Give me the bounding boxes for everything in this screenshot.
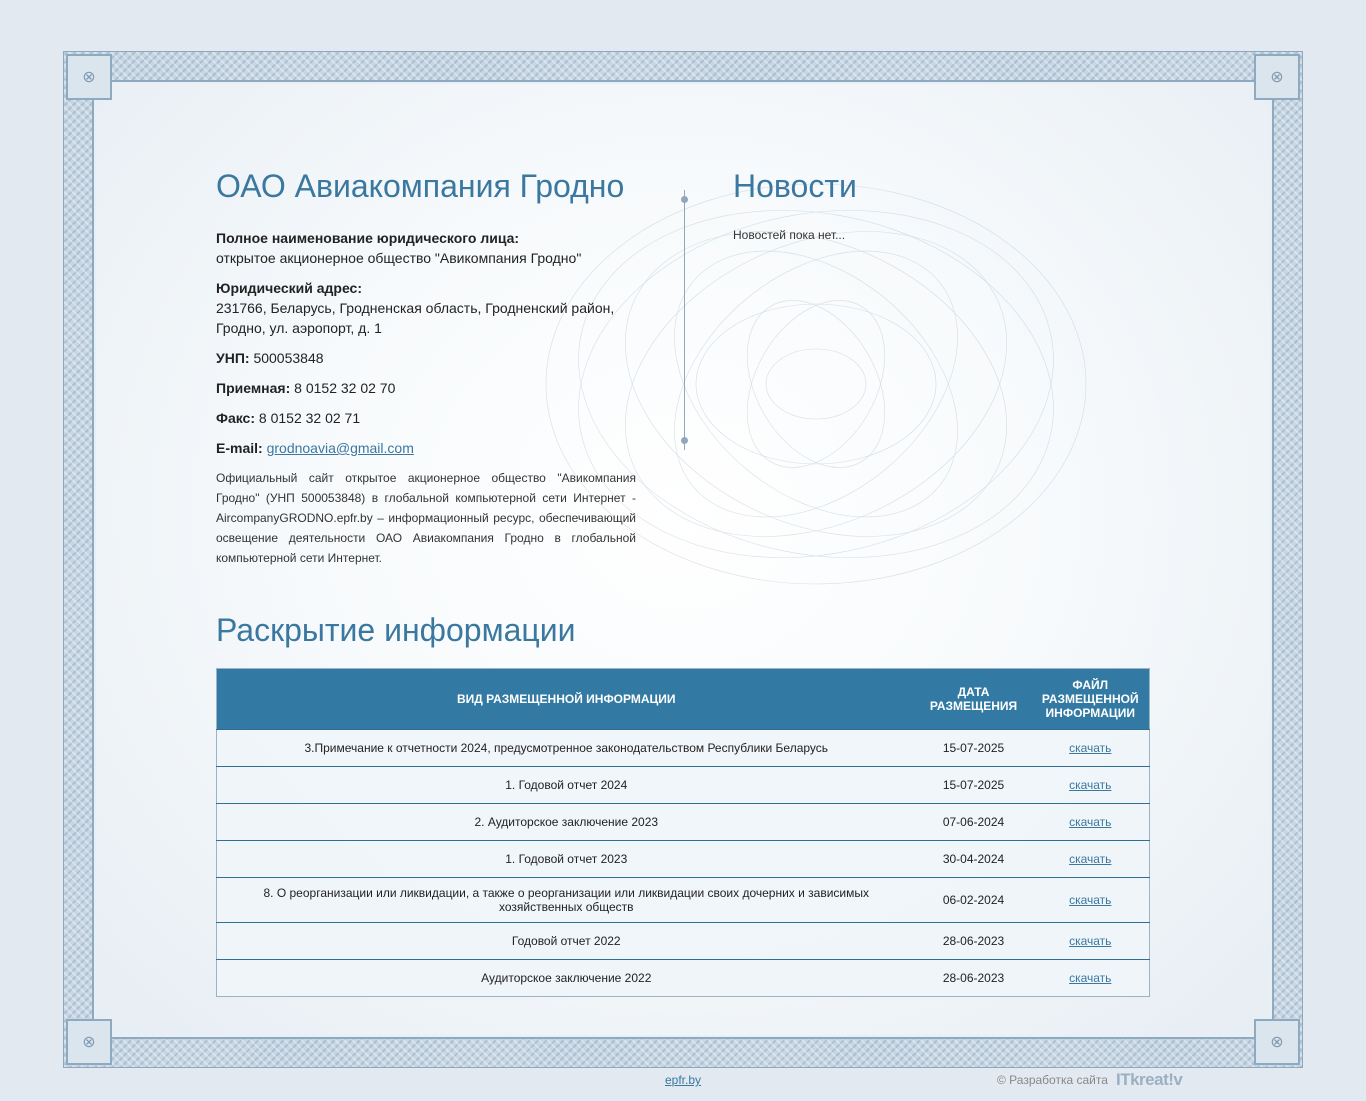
row-type: 3.Примечание к отчетности 2024, предусмотренное законодательством Республики Беларусь xyxy=(217,730,916,767)
row-file-cell xyxy=(1032,960,1150,997)
disclosure-section xyxy=(216,610,1150,997)
company-info xyxy=(216,166,636,568)
site-description: Официальный сайт открытое акционерное общество "Авикомпания Гродно" (УНП 500053848) в глобальной компьютерной сети Интернет - AircompanyGRODNO.epfr.by – информационный ресурс, обеспечивающий освещение деятельности ОАО Авиакомпания Гродно в глобальной компьютерной сети Интернет. xyxy=(216,471,636,565)
row-type: Годовой отчет 2022 xyxy=(217,923,916,960)
epfr-link[interactable]: epfr.by xyxy=(665,1073,702,1087)
disclosure-title: Раскрытие информации xyxy=(216,612,576,648)
row-type: Аудиторское заключение 2022 xyxy=(217,960,916,997)
row-type: 2. Аудиторское заключение 2023 xyxy=(217,804,916,841)
row-date: 30-04-2024 xyxy=(916,841,1032,878)
unp-field xyxy=(216,348,636,368)
email-field xyxy=(216,438,636,458)
row-date: 15-07-2025 xyxy=(916,730,1032,767)
disclosure-table xyxy=(216,668,1150,997)
table-row xyxy=(217,767,1150,804)
row-file-cell xyxy=(1032,923,1150,960)
column-header-date: ДАТА РАЗМЕЩЕНИЯ xyxy=(916,669,1032,730)
row-date: 28-06-2023 xyxy=(916,923,1032,960)
download-link[interactable]: скачать xyxy=(1069,741,1112,755)
row-date: 07-06-2024 xyxy=(916,804,1032,841)
email-label: E-mail: xyxy=(216,440,263,456)
full-name-field xyxy=(216,228,636,268)
table-row xyxy=(217,878,1150,923)
company-title: ОАО Авиакомпания Гродно xyxy=(216,168,625,204)
unp-label: УНП: xyxy=(216,350,250,366)
email-link[interactable]: grodnoavia@gmail.com xyxy=(266,440,414,456)
table-header-row xyxy=(217,669,1150,730)
fax-field xyxy=(216,408,636,428)
unp-value: 500053848 xyxy=(253,350,324,366)
table-row xyxy=(217,841,1150,878)
download-link[interactable]: скачать xyxy=(1069,934,1112,948)
download-link[interactable]: скачать xyxy=(1069,971,1112,985)
reception-label: Приемная: xyxy=(216,380,291,396)
developer-brand-logo[interactable]: ITkreat!v xyxy=(1116,1070,1183,1089)
reception-value: 8 0152 32 02 70 xyxy=(294,380,396,396)
download-link[interactable]: скачать xyxy=(1069,815,1112,829)
row-type: 1. Годовой отчет 2024 xyxy=(217,767,916,804)
row-type: 1. Годовой отчет 2023 xyxy=(217,841,916,878)
row-file-cell xyxy=(1032,878,1150,923)
full-name-value: открытое акционерное общество "Авикомпания Гродно" xyxy=(216,250,582,266)
fax-value: 8 0152 32 02 71 xyxy=(258,410,361,426)
row-type: 8. О реорганизации или ликвидации, а также о реорганизации или ликвидации своих дочерних и зависимых хозяйственных обществ xyxy=(217,878,916,923)
corner-ornament-icon: ⊗ xyxy=(66,1019,112,1065)
footer xyxy=(0,1070,1366,1093)
row-file-cell xyxy=(1032,804,1150,841)
developer-text: © Разработка сайта xyxy=(997,1073,1108,1087)
row-date: 06-02-2024 xyxy=(916,878,1032,923)
row-file-cell xyxy=(1032,841,1150,878)
download-link[interactable]: скачать xyxy=(1069,778,1112,792)
address-label: Юридический адрес: xyxy=(216,280,362,296)
download-link[interactable]: скачать xyxy=(1069,893,1112,907)
address-value: 231766, Беларусь, Гродненская область, Гродненский район, Гродно, ул. аэропорт, д. 1 xyxy=(216,300,615,336)
column-header-type: ВИД РАЗМЕЩЕННОЙ ИНФОРМАЦИИ xyxy=(217,669,916,730)
corner-ornament-icon: ⊗ xyxy=(1254,1019,1300,1065)
row-file-cell xyxy=(1032,730,1150,767)
table-row xyxy=(217,960,1150,997)
corner-ornament-icon: ⊗ xyxy=(1254,54,1300,100)
address-field xyxy=(216,278,636,338)
news-section xyxy=(733,166,1153,242)
full-name-label: Полное наименование юридического лица: xyxy=(216,230,520,246)
column-header-file: ФАЙЛ РАЗМЕЩЕННОЙ ИНФОРМАЦИИ xyxy=(1032,669,1150,730)
news-empty-text: Новостей пока нет... xyxy=(733,228,846,242)
row-date: 28-06-2023 xyxy=(916,960,1032,997)
table-row xyxy=(217,730,1150,767)
table-row xyxy=(217,923,1150,960)
column-divider xyxy=(684,190,685,450)
table-row xyxy=(217,804,1150,841)
row-date: 15-07-2025 xyxy=(916,767,1032,804)
row-file-cell xyxy=(1032,767,1150,804)
reception-field xyxy=(216,378,636,398)
news-title: Новости xyxy=(733,168,857,204)
fax-label: Факс: xyxy=(216,410,256,426)
download-link[interactable]: скачать xyxy=(1069,852,1112,866)
corner-ornament-icon: ⊗ xyxy=(66,54,112,100)
